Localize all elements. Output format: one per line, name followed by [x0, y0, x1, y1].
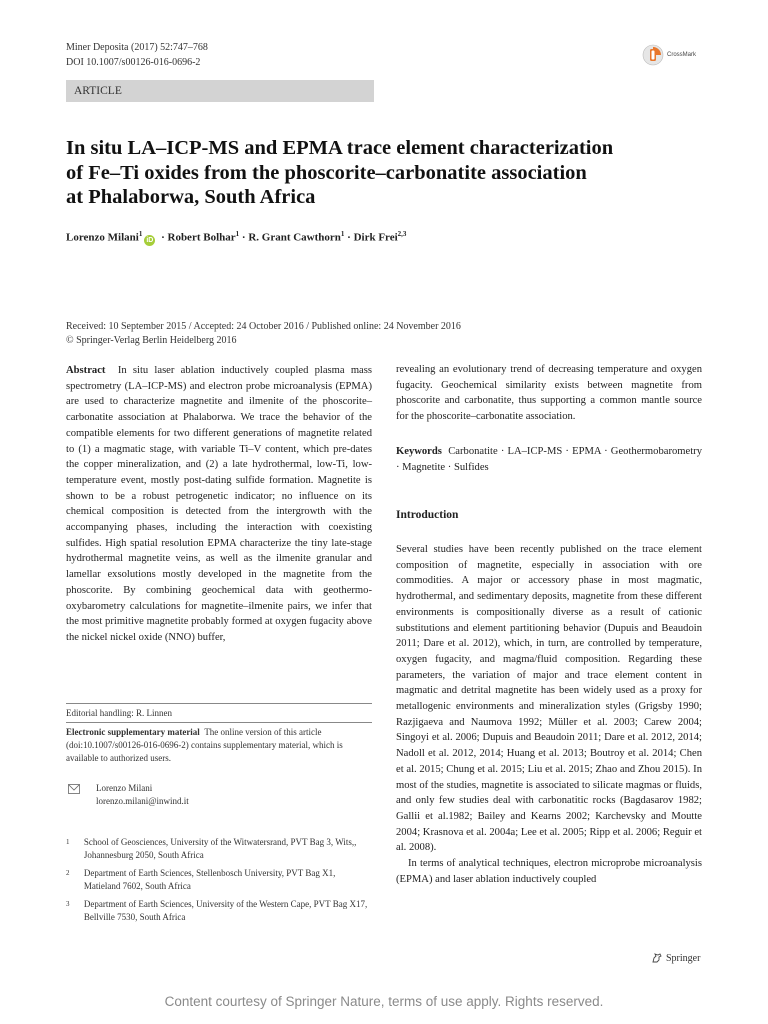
author-separator: ·: [239, 231, 249, 244]
supplementary-note: [66, 726, 372, 765]
abstract-text: In situ laser ablation inductively coupled plasma mass spectrometry (LA–ICP-MS) and electron probe microanalysis (EPMA) are used to characterize magnetite and ilmenite of the phoscorite–carbonatite association at Phalaborwa. We trace the behavior of the compatible elements for two different generations of magnetite related to (1) a magmatic stage, with variable Ti–V content, which pre-dates the copper mineralization, and (2) a late hydrothermal, low-Ti, low-temperature event, mostly post-dating sulfide formation. Magnetite is shown to be a robust petrogenetic indicator; no influence on its chemical composition is detected from the intergrowth with the accompanying phases, including the interaction with coexisting sulfides. High spatial resolution EPMA characterize the tiny late-stage hydrothermal magnetite veins, as well as the ilmenite granular and lamellar exsolutions mostly developed in the magnetite from the phoscorite. By combining geochemical data with geothermo-oxybarometry calculations for magnetite–ilmenite pairs, we infer that the most primitive magnetite probably formed at oxygen fugacity above the nickel nickel oxide (NNO) buffer,: [66, 365, 373, 643]
publisher-name: Springer: [666, 952, 701, 964]
author-separator: ·: [158, 231, 168, 244]
contact-email[interactable]: lorenzo.milani@inwind.it: [96, 796, 189, 806]
affiliation-marker: 2,3: [397, 230, 407, 238]
keywords-heading: Keywords: [396, 446, 442, 457]
esm-text: The online version of this article (doi:10.1007/s00126-016-0696-2) contains supplementary material, which is available to authorized users.: [66, 727, 343, 763]
paper-title: [66, 136, 706, 210]
copyright-line: © Springer-Verlag Berlin Heidelberg 2016: [66, 335, 237, 346]
affiliation-number: 2: [66, 869, 70, 877]
affiliation-item: [66, 898, 372, 924]
editorial-handling: Editorial handling: R. Linnen: [66, 708, 172, 718]
introduction-heading: Introduction: [396, 509, 459, 521]
title-line: of Fe–Ti oxides from the phoscorite–carbonatite association: [66, 161, 587, 184]
author-name[interactable]: Dirk Frei: [353, 231, 398, 244]
crossmark-icon: [642, 44, 664, 66]
crossmark-badge[interactable]: [642, 44, 696, 66]
journal-citation: [66, 40, 208, 70]
abstract-heading: Abstract: [66, 365, 106, 376]
affiliation-text: Department of Earth Sciences, University of the Western Cape, PVT Bag X17, Bellville 7530, South Africa: [83, 899, 368, 922]
title-line: at Phalaborwa, South Africa: [66, 186, 316, 208]
springer-horse-icon: [651, 952, 663, 964]
author-name[interactable]: Robert Bolhar: [167, 231, 236, 244]
affiliation-item: [66, 836, 372, 862]
keywords-text: Carbonatite · LA–ICP-MS · EPMA · Geothermobarometry · Magnetite · Sulfides: [396, 446, 702, 473]
affiliation-marker: 1: [340, 230, 345, 238]
abstract-continuation: revealing an evolutionary trend of decreasing temperature and oxygen fugacity. Geochemical similarity exists between magnetite from phoscorite and carbonatite, thus supporting a common mantle source for the phoscorite–carbonatite association.: [396, 364, 702, 423]
introduction-paragraph: In terms of analytical techniques, electron microprobe microanalysis (EPMA) and laser ablation inductively coupled: [396, 858, 702, 885]
rights-footer: Content courtesy of Springer Nature, terms of use apply. Rights reserved.: [164, 994, 604, 1009]
title-line: In situ LA–ICP-MS and EPMA trace element characterization: [66, 137, 614, 159]
abstract-section: [66, 363, 372, 646]
publication-dates: [66, 320, 461, 348]
journal-line: Miner Deposita (2017) 52:747–768: [66, 42, 208, 53]
introduction-paragraph: Several studies have been recently published on the trace element composition of magnetite, especially in association with ore commodities. A major or accessory phase in most magmatic, hydrothermal, and sedimentary deposits, magnetite from these different environments is compositionally diverse as a result of cationic substitutions and element partitioning behavior (Dupuis and Beaudoin 2011; Dare et al. 2012), which, in turn, are controlled by temperature, oxygen fugacity, and magma/fluid composition. Regarding these parameters, the variation of major and trace element content in magmatic and detrital magnetite has been widely used as a proxy for metallogenic environments and mineralization styles (Grigsby 1990; Razjigaeva and Naumova 1992; Müller et al. 2003; Carew 2004; Singoyi et al. 2006; Dupuis and Beaudoin 2011; Dare et al. 2012, 2014; Nadoll et al. 2012, 2014; Huang et al. 2013; Boutroy et al. 2014; Chen et al. 2015; Chung et al. 2015; Liu et al. 2015; Zhao and Zhou 2015). In most of the studies, magnetite is associated to silicate magmas or fluids, and only few studies deal with carbonatitic rocks (Bagdasarov 1982; Gallii et al.1982; Bailey and Kearns 2002; Karchevsky and Moutte 2004; Krasnova et al. 2004a; Lee et al. 2005; Ripp et al. 2006; Reguir et al. 2008).: [396, 544, 702, 854]
affiliation-text: School of Geosciences, University of the Witwatersrand, PVT Bag 3, Wits,, Johannesburg 2050, South Africa: [83, 837, 357, 860]
springer-logo: [651, 952, 700, 964]
dates-line: Received: 10 September 2015 / Accepted: 24 October 2016 / Published online: 24 November 2016: [66, 321, 461, 332]
affiliation-number: 3: [66, 900, 70, 908]
keywords-section: [396, 444, 702, 475]
corresponding-author: [66, 782, 189, 808]
contact-name: Lorenzo Milani: [96, 783, 153, 793]
affiliation-item: [66, 867, 372, 893]
affiliation-text: Department of Earth Sciences, Stellenbosch University, PVT Bag X1, Matieland 7602, South Africa: [83, 868, 336, 891]
article-type-bar: ARTICLE: [66, 80, 374, 102]
crossmark-label: CrossMark: [667, 52, 697, 58]
introduction-body: [396, 542, 702, 887]
envelope-icon: [66, 784, 82, 794]
doi-line[interactable]: DOI 10.1007/s00126-016-0696-2: [66, 57, 201, 68]
orcid-icon[interactable]: iD: [146, 236, 154, 244]
author-separator: ·: [344, 231, 354, 244]
esm-heading: Electronic supplementary material: [66, 727, 200, 737]
author-name[interactable]: R. Grant Cawthorn: [248, 231, 341, 244]
affiliation-number: 1: [66, 838, 70, 846]
affiliation-marker: 1: [235, 230, 240, 238]
footnote-divider: [66, 722, 372, 723]
author-list: [66, 230, 406, 246]
footnote-divider: [66, 703, 372, 704]
affiliation-marker: 1: [138, 230, 143, 238]
author-name[interactable]: Lorenzo Milani: [66, 231, 139, 244]
